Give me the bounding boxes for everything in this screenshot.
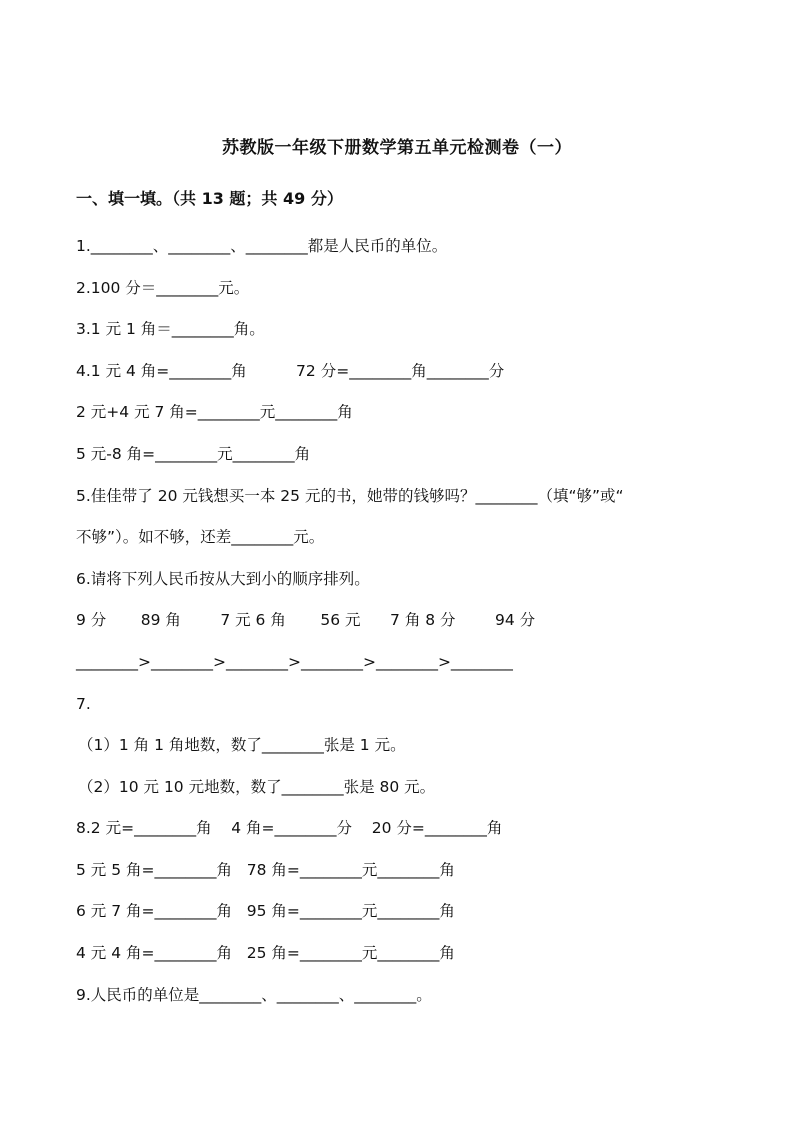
question-1: 1.________、________、________都是人民币的单位。 <box>76 237 448 255</box>
question-3: 3.1 元 1 角＝________角。 <box>76 320 265 338</box>
question-2: 2.100 分＝________元。 <box>76 279 250 297</box>
section-heading: 一、填一填。（共 13 题；共 49 分） <box>76 189 343 208</box>
question-7-part-1: （1）1 角 1 角地数，数了________张是 1 元。 <box>78 736 406 754</box>
question-6-items: 9 分 89 角 7 元 6 角 56 元 7 角 8 分 94 分 <box>76 611 536 629</box>
question-8-row-2: 5 元 5 角=________角 78 角=________元________角 <box>76 861 455 879</box>
question-5-line-1: 5.佳佳带了 20 元钱想买一本 25 元的书，她带的钱够吗？________（填“够”或“ <box>76 487 624 505</box>
question-8-row-3: 6 元 7 角=________角 95 角=________元________角 <box>76 902 455 920</box>
question-8-row-4: 4 元 4 角=________角 25 角=________元________角 <box>76 944 455 962</box>
question-9: 9.人民币的单位是________、________、________。 <box>76 986 432 1004</box>
question-4-part-2: 2 元+4 元 7 角=________元________角 <box>76 403 353 421</box>
question-7-part-2: （2）10 元 10 元地数，数了________张是 80 元。 <box>78 778 436 796</box>
question-8-row-1: 8.2 元=________角 4 角=________分 20 分=________角 <box>76 819 503 837</box>
question-4-part-3: 5 元-8 角=________元________角 <box>76 445 311 463</box>
page-title: 苏教版一年级下册数学第五单元检测卷（一） <box>222 138 572 158</box>
question-7: 7. <box>76 695 91 713</box>
question-6-answer-blanks: ________>________>________>________>________>________ <box>76 653 513 671</box>
question-6: 6.请将下列人民币按从大到小的顺序排列。 <box>76 570 370 588</box>
question-4-part-1: 4.1 元 4 角=________角 72 分=________角________分 <box>76 362 505 380</box>
question-5-line-2: 不够”）。如不够，还差________元。 <box>76 528 325 546</box>
